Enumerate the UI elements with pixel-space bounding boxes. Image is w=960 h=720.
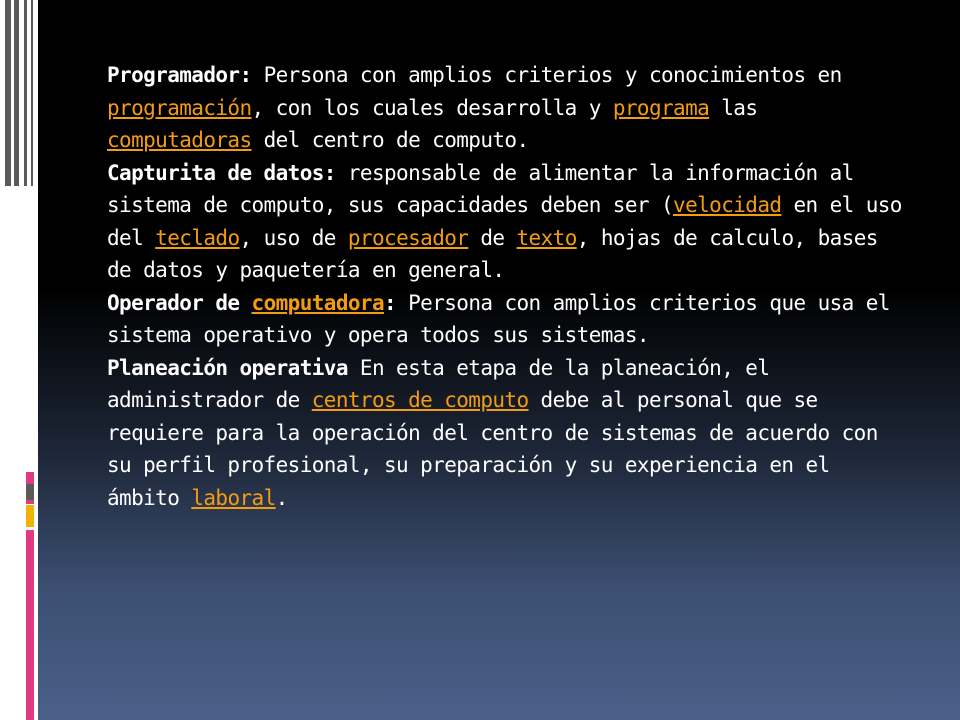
decorative-stripe <box>24 0 27 186</box>
slide-body-text <box>107 59 907 514</box>
term-planeacion: Planeación operativa <box>107 355 348 380</box>
text: debe al personal que se requiere para la operación del centro de sistemas de acuerdo con su perfil profesional, su preparación y su experiencia en el ámbito <box>107 388 878 510</box>
term-capturita: Capturita de datos: <box>107 160 336 185</box>
left-decorative-band <box>0 0 38 720</box>
text: . <box>275 485 288 510</box>
text: responsable de alimentar la información al sistema de computo, sus capacidades deben ser ( <box>107 160 854 217</box>
link-programacion[interactable]: programación <box>107 95 252 120</box>
link-teclado[interactable]: teclado <box>155 225 240 250</box>
paragraph-programador <box>107 59 907 157</box>
paragraph-operador <box>107 287 907 352</box>
link-laboral[interactable]: laboral <box>191 485 276 510</box>
text: , con los cuales desarrolla y <box>251 95 613 120</box>
text: Persona con amplios criterios que usa el sistema operativo y opera todos sus sistemas. <box>107 290 890 347</box>
term-operador: Operador de <box>107 290 252 315</box>
link-texto[interactable]: texto <box>516 225 577 250</box>
link-procesador[interactable]: procesador <box>347 225 469 250</box>
link-centros-de-computo[interactable]: centros de computo <box>311 388 529 412</box>
term-colon: : <box>384 290 397 315</box>
decorative-stripe <box>5 0 11 186</box>
link-computadora[interactable]: computadora <box>251 290 385 315</box>
text: de <box>468 225 517 250</box>
text: del centro de computo. <box>251 128 529 152</box>
link-programa[interactable]: programa <box>612 95 710 120</box>
term-programador: Programador: <box>107 63 252 87</box>
decorative-stripe <box>14 0 19 186</box>
decorative-accent-gray <box>26 484 34 500</box>
link-computadoras[interactable]: computadoras <box>107 128 252 152</box>
text: , hojas de calculo, bases de datos y paquetería en general. <box>107 225 878 282</box>
text: en el uso del <box>107 193 902 250</box>
text: Persona con amplios criterios y conocimientos en <box>251 63 842 87</box>
link-velocidad[interactable]: velocidad <box>673 193 782 217</box>
text: En esta etapa de la planeación, el administrador de <box>107 355 770 412</box>
text: las <box>709 95 758 120</box>
paragraph-capturita <box>107 157 907 287</box>
text: , uso de <box>239 225 348 250</box>
paragraph-planeacion <box>107 352 907 515</box>
decorative-stripe <box>31 0 33 186</box>
decorative-accent-yellow <box>26 505 34 527</box>
decorative-accent-pink <box>26 530 34 720</box>
